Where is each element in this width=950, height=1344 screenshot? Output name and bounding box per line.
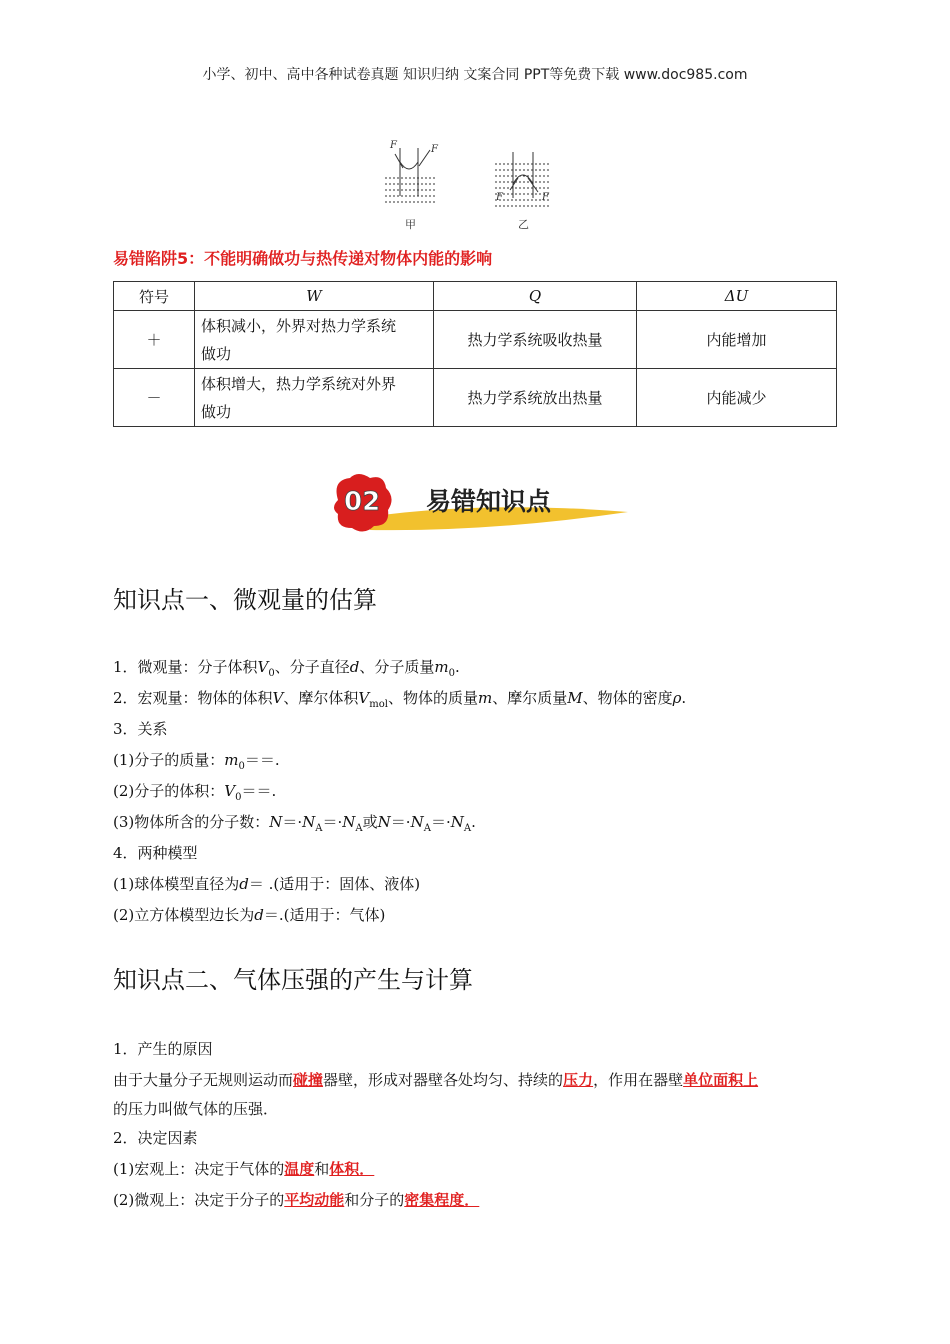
cell-w-line1: 体积增大，热力学系统对外界 bbox=[201, 374, 397, 393]
s2-line2: 由于大量分子无规则运动而碰撞器壁，形成对器壁各处均匀、持续的压力，作用在器壁单位面积上 bbox=[113, 1071, 759, 1089]
force-label-right-2: F bbox=[542, 192, 549, 203]
s2-line3: 的压力叫做气体的压强． bbox=[113, 1100, 279, 1118]
caption-right: 乙 bbox=[518, 218, 529, 231]
force-label-left-1: F bbox=[390, 140, 397, 151]
capillary-figure bbox=[370, 128, 570, 238]
section2-heading: 知识点二、气体压强的产生与计算 bbox=[113, 966, 473, 994]
force-label-right-1: F bbox=[496, 192, 503, 203]
cell-sign: ＋ bbox=[114, 311, 195, 369]
s2-line4: 2．决定因素 bbox=[113, 1129, 198, 1147]
s1-line3: 3．关系 bbox=[113, 720, 168, 738]
table-header-row bbox=[114, 282, 837, 311]
figure-left bbox=[385, 148, 435, 202]
col-header-w: W bbox=[195, 282, 434, 311]
cell-w-line2: 做功 bbox=[201, 344, 232, 363]
page-header: 小学、初中、高中各种试卷真题 知识归纳 文案合同 PPT等免费下载 www.doc985.com bbox=[202, 67, 748, 83]
force-label-left-2: F bbox=[431, 144, 438, 155]
cell-sign: － bbox=[114, 369, 195, 427]
s1-line4: (1)分子的质量：$m_0==$. bbox=[113, 751, 280, 772]
section-banner bbox=[330, 470, 630, 540]
table-row bbox=[114, 369, 837, 427]
table-row bbox=[114, 311, 837, 369]
cell-w bbox=[195, 369, 434, 427]
s1-line6: (3)物体所含的分子数：$N=\cdot N_A=\cdot N_A$或$N=\cdot N_A=\cdot N_A$. bbox=[113, 813, 476, 834]
s1-line8: (1)球体模型直径为d＝ .(适用于：固体、液体) bbox=[113, 875, 421, 893]
section1-heading: 知识点一、微观量的估算 bbox=[113, 586, 377, 614]
s1-line2: 2．宏观量：物体的体积V、摩尔体积$V_{mol}$、物体的质量m、摩尔质量M、物体的密度ρ. bbox=[113, 689, 687, 710]
banner-title: 易错知识点 bbox=[426, 487, 552, 516]
cell-du: 内能减少 bbox=[637, 369, 837, 427]
banner-number: 02 bbox=[344, 487, 381, 517]
col-header-du: ΔU bbox=[637, 282, 837, 311]
cell-du: 内能增加 bbox=[637, 311, 837, 369]
s1-line1: 1．微观量：分子体积$V_0$、分子直径d、分子质量$m_0$. bbox=[113, 658, 460, 679]
col-header-q: Q bbox=[434, 282, 637, 311]
s2-line6: (2)微观上：决定于分子的平均动能和分子的密集程度． bbox=[113, 1191, 480, 1209]
s1-line7: 4．两种模型 bbox=[113, 844, 198, 862]
caption-left: 甲 bbox=[405, 218, 416, 231]
s1-line9: (2)立方体模型边长为d＝.(适用于：气体) bbox=[113, 906, 386, 924]
cell-w-line1: 体积减小，外界对热力学系统 bbox=[201, 316, 397, 335]
cell-q: 热力学系统放出热量 bbox=[434, 369, 637, 427]
s2-line1: 1．产生的原因 bbox=[113, 1040, 213, 1058]
s1-line5: (2)分子的体积：$V_0==$. bbox=[113, 782, 277, 803]
energy-table bbox=[113, 281, 837, 427]
col-header-sign: 符号 bbox=[114, 282, 195, 311]
trap-title: 易错陷阱5：不能明确做功与热传递对物体内能的影响 bbox=[113, 249, 493, 268]
cell-w bbox=[195, 311, 434, 369]
s2-line5: (1)宏观上：决定于气体的温度和体积． bbox=[113, 1160, 375, 1178]
cell-q: 热力学系统吸收热量 bbox=[434, 311, 637, 369]
cell-w-line2: 做功 bbox=[201, 402, 232, 421]
